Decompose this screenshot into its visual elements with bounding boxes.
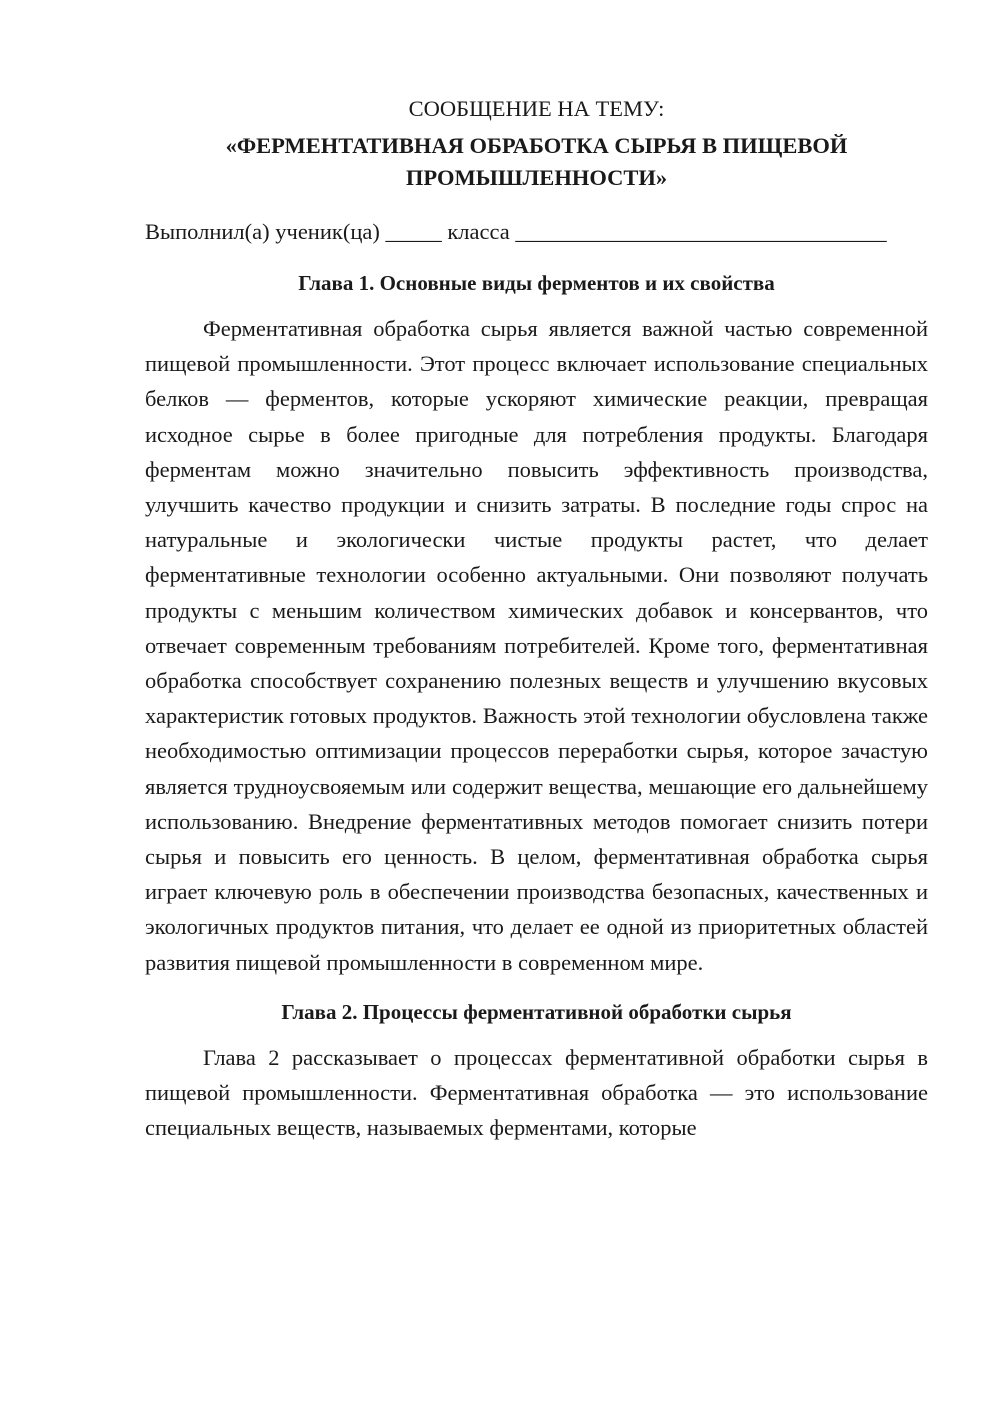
document-title-line-1: «ФЕРМЕНТАТИВНАЯ ОБРАБОТКА СЫРЬЯ В ПИЩЕВОЙ bbox=[225, 133, 848, 158]
student-info-line: Выполнил(а) ученик(ца) _____ класса _________________________________ bbox=[145, 219, 887, 244]
chapter-1-heading: Глава 1. Основные виды ферментов и их свойства bbox=[298, 271, 775, 295]
document-title bbox=[145, 130, 928, 194]
chapter-2-paragraph: Глава 2 рассказывает о процессах ферментативной обработки сырья в пищевой промышленности. Ферментативная обработка — это использование специальных веществ, называемых ферментами, которые bbox=[145, 1044, 928, 1141]
document-header: СООБЩЕНИЕ НА ТЕМУ: bbox=[408, 96, 665, 121]
document-page bbox=[145, 92, 928, 1145]
document-title-line-2: ПРОМЫШЛЕННОСТИ» bbox=[405, 165, 668, 190]
chapter-1-paragraph: Ферментативная обработка сырья является важной частью современной пищевой промышленности. Этот процесс включает использование специальных белков — ферментов, которые ускоряют химические реакции, превращая исходное сырье в более пригодные для потребления продукты. Благодаря ферментам можно значительно повысить эффективность производства, улучшить качество продукции и снизить затраты. В последние годы спрос на натуральные и экологически чистые продукты растет, что делает ферментативные технологии особенно актуальными. Они позволяют получать продукты с меньшим количеством химических добавок и консервантов, что отвечает современным требованиям потребителей. Кроме того, ферментативная обработка способствует сохранению полезных веществ и улучшению вкусовых характеристик готовых продуктов. Важность этой технологии обусловлена также необходимостью оптимизации процессов переработки сырья, которое зачастую является трудноусвояемым или содержит вещества, мешающие его дальнейшему использованию. Внедрение ферментативных методов помогает снизить потери сырья и повысить его ценность. В целом, ферментативная обработка сырья играет ключевую роль в обеспечении производства безопасных, качественных и экологичных продуктов питания, что делает ее одной из приоритетных областей развития пищевой промышленности в современном мире. bbox=[145, 316, 928, 975]
chapter-2-heading: Глава 2. Процессы ферментативной обработки сырья bbox=[281, 999, 792, 1024]
